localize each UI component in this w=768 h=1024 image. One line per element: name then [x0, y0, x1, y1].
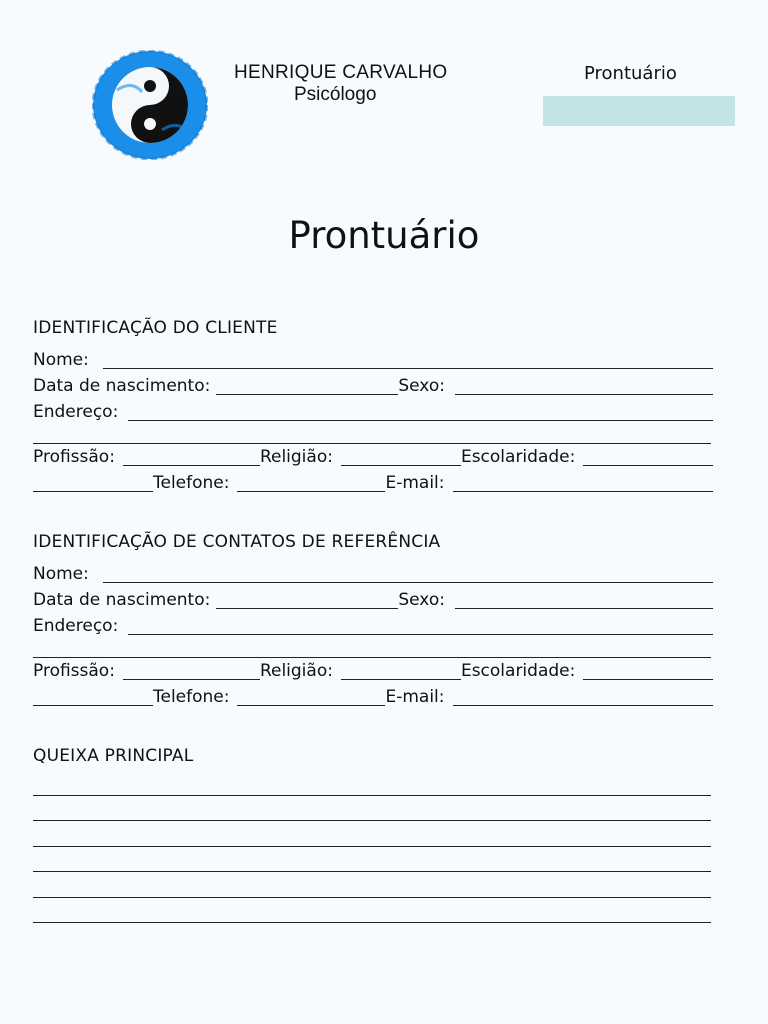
- client-email-field[interactable]: [453, 491, 713, 492]
- client-birth-field[interactable]: [216, 394, 398, 395]
- reference-religion-label: Religião:: [259, 661, 333, 681]
- reference-email-label: E-mail:: [385, 687, 445, 707]
- header-input-box[interactable]: [543, 96, 735, 126]
- client-education-field[interactable]: [583, 465, 713, 466]
- complaint-line[interactable]: [33, 897, 711, 898]
- client-section-heading: IDENTIFICAÇÃO DO CLIENTE: [33, 318, 278, 338]
- reference-birth-label: Data de nascimento:: [33, 590, 211, 610]
- reference-sex-field[interactable]: [455, 608, 713, 609]
- complaint-line[interactable]: [33, 795, 711, 796]
- client-profession-label: Profissão:: [33, 447, 115, 467]
- reference-education-field-cont[interactable]: [33, 705, 153, 706]
- client-address-line-2[interactable]: [33, 443, 711, 444]
- reference-section-heading: IDENTIFICAÇÃO DE CONTATOS DE REFERÊNCIA: [33, 532, 441, 552]
- reference-education-label: Escolaridade:: [460, 661, 576, 681]
- reference-name-field[interactable]: [103, 582, 713, 583]
- reference-phone-field[interactable]: [237, 705, 385, 706]
- reference-profession-row: [33, 659, 713, 681]
- client-birth-label: Data de nascimento:: [33, 376, 211, 396]
- page-title: Prontuário: [288, 214, 480, 257]
- reference-profession-field[interactable]: [123, 679, 260, 680]
- reference-education-field[interactable]: [583, 679, 713, 680]
- reference-sex-label: Sexo:: [398, 590, 445, 610]
- client-name-row: [33, 348, 713, 370]
- doctor-title: Psicólogo: [294, 84, 377, 105]
- complaint-line[interactable]: [33, 922, 711, 923]
- client-religion-field[interactable]: [341, 465, 461, 466]
- client-name-label: Nome:: [33, 350, 89, 370]
- client-name-field[interactable]: [103, 368, 713, 369]
- reference-address-label: Endereço:: [33, 616, 119, 636]
- reference-phone-label: Telefone:: [153, 687, 230, 707]
- header-label: Prontuário: [584, 63, 677, 84]
- reference-religion-field[interactable]: [341, 679, 461, 680]
- yin-yang-icon: [92, 50, 208, 160]
- reference-profession-label: Profissão:: [33, 661, 115, 681]
- complaint-line[interactable]: [33, 846, 711, 847]
- reference-address-line-2[interactable]: [33, 657, 711, 658]
- client-address-field[interactable]: [128, 420, 713, 421]
- complaint-line[interactable]: [33, 871, 711, 872]
- client-phone-row: [33, 471, 713, 493]
- client-sex-field[interactable]: [455, 394, 713, 395]
- reference-address-row: [33, 614, 713, 636]
- complaint-line[interactable]: [33, 820, 711, 821]
- client-education-field-cont[interactable]: [33, 491, 153, 492]
- complaint-section-heading: QUEIXA PRINCIPAL: [33, 746, 194, 766]
- client-sex-label: Sexo:: [398, 376, 445, 396]
- reference-birth-row: [33, 588, 713, 610]
- reference-name-row: [33, 562, 713, 584]
- reference-name-label: Nome:: [33, 564, 89, 584]
- client-profession-row: [33, 445, 713, 467]
- client-address-label: Endereço:: [33, 402, 119, 422]
- client-address-row: [33, 400, 713, 422]
- client-email-label: E-mail:: [385, 473, 445, 493]
- reference-phone-row: [33, 685, 713, 707]
- client-religion-label: Religião:: [259, 447, 333, 467]
- reference-email-field[interactable]: [453, 705, 713, 706]
- client-phone-field[interactable]: [237, 491, 385, 492]
- reference-address-field[interactable]: [128, 634, 713, 635]
- client-profession-field[interactable]: [123, 465, 260, 466]
- client-education-label: Escolaridade:: [460, 447, 576, 467]
- client-birth-row: [33, 374, 713, 396]
- client-phone-label: Telefone:: [153, 473, 230, 493]
- reference-birth-field[interactable]: [216, 608, 398, 609]
- doctor-name: HENRIQUE CARVALHO: [234, 62, 448, 83]
